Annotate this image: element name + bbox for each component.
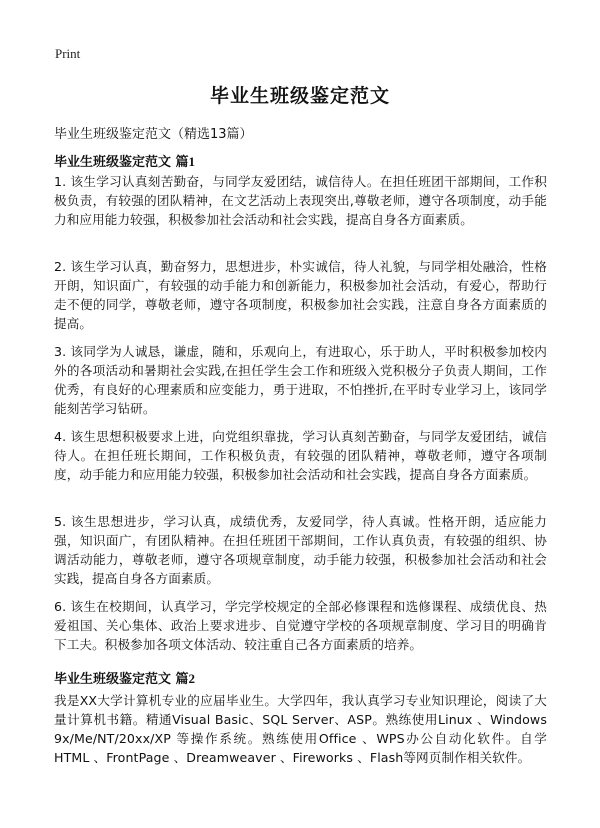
section-heading-1 (54, 151, 195, 170)
paragraph-4: 4. 该生思想积极要求上进，向党组织靠拢，学习认真刻苦勤奋，与同学友爱团结，诚信待人。在担任班长期间，工作积极负责，有较强的团队精神，尊敬老师，遵守各项制度，动手能力和应用能力较强，积极参加社会活动和社会实践，提高自身各方面素质。 (54, 429, 547, 482)
print-label[interactable]: Print (55, 46, 81, 61)
paragraph-1: 1. 该生学习认真刻苦勤奋，与同学友爱团结，诚信待人。在担任班团干部期间，工作积极负责，有较强的团队精神，在文艺活动上表现突出,尊敬老师，遵守各项制度，动手能力和应用能力较强，积极参加社会活动和社会实践，提高自身各方面素质。 (54, 174, 547, 227)
section-heading-number: 篇2 (175, 671, 196, 686)
section-heading-text: 毕业生班级鉴定范文 (54, 155, 172, 170)
paragraph-3: 3. 该同学为人诚恳，谦虚，随和，乐观向上，有进取心，乐于助人，平时积极参加校内外的各项活动和暑期社会实践,在担任学生会工作和班级入党积极分子负责人期间，工作优秀，有良好的心理素质和应变能力，勇于进取，不怕挫折,在平时专业学习上，该同学能刻苦学习钻研。 (54, 344, 547, 416)
section-heading-2 (54, 668, 195, 687)
section-heading-number: 篇1 (175, 154, 196, 169)
section-heading-text: 毕业生班级鉴定范文 (54, 672, 172, 687)
paragraph-7: 我是XX大学计算机专业的应届毕业生。大学四年，我认真学习专业知识理论，阅读了大量计算机书籍。精通Visual Basic、SQL Server、ASP。熟练使用Linux 、Windows 9x/Me/NT/20xx/XP 等操作系统。熟练使用Office 、WPS办公自动化软件。自学HTML 、FrontPage 、Dreamweaver 、Fireworks 、Flash等网页制作相关软件。 (54, 693, 547, 765)
paragraph-6: 6. 该生在校期间，认真学习，学完学校规定的全部必修课程和选修课程、成绩优良、热爱祖国、关心集体、政治上要求进步、自觉遵守学校的各项规章制度、学习目的明确肯下工夫。积极参加各项文体活动、较注重自己各方面素质的培养。 (54, 599, 547, 652)
paragraph-2: 2. 该生学习认真，勤奋努力，思想进步，朴实诚信，待人礼貌，与同学相处融洽，性格开朗，知识面广，有较强的动手能力和创新能力，积极参加社会活动，有爱心，帮助行走不便的同学，尊敬老师，遵守各项制度，积极参加社会实践，注意自身各方面素质的提高。 (54, 259, 547, 331)
page-title: 毕业生班级鉴定范文 (209, 85, 390, 107)
document-subtitle: 毕业生班级鉴定范文（精选13篇） (54, 127, 253, 142)
paragraph-5: 5. 该生思想进步，学习认真，成绩优秀，友爱同学，待人真诚。性格开朗，适应能力强，知识面广，有团队精神。在担任班团干部期间，工作认真负责，有较强的组织、协调活动能力，尊敬老师，遵守各项规章制度，动手能力较强，积极参加社会活动和社会实践，提高自身各方面素质。 (54, 514, 547, 586)
